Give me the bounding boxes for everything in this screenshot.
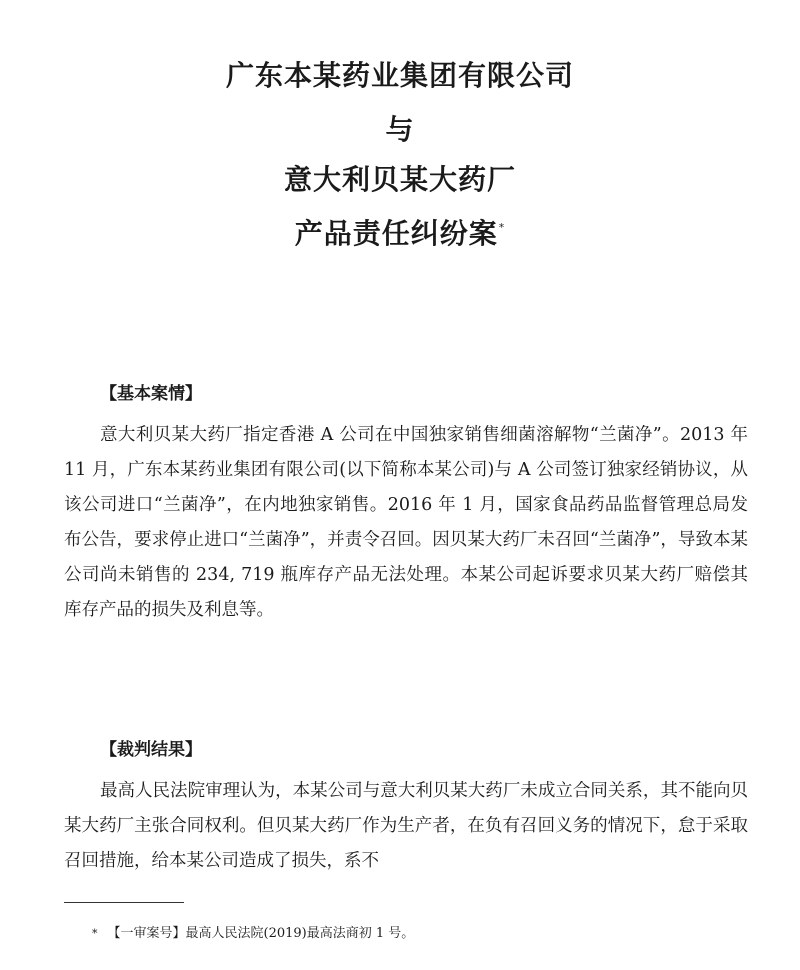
title-line-3: 意大利贝某大药厂 [283,163,516,196]
footnote [92,925,414,943]
footnote-star: * [92,927,98,940]
title-line-2: 与 [385,113,415,146]
title-footnote-mark: * [498,221,506,234]
section-heading-basic-facts: 【基本案情】 [100,384,202,404]
footnote-text: 【一审案号】最高人民法院(2019)最高法商初 1 号。 [107,926,415,941]
title-line-4 [0,217,800,250]
title-line-4-text: 产品责任纠纷案 [294,217,498,250]
paragraph-basic-facts: 意大利贝某大药厂指定香港 A 公司在中国独家销售细菌溶解物“兰菌净”。2013 年 11 月，广东本某药业集团有限公司(以下简称本某公司)与 A 公司签订独家经销协议，从该公司进口“兰菌净”，在内地独家销售。2016 年 1 月，国家食品药品监督管理总局发布公告，要求停止进口“兰菌净”，并责令召回。因贝某大药厂未召回“兰菌净”，导致本某公司尚未销售的 234, 719 瓶库存产品无法处理。本某公司起诉要求贝某大药厂赔偿其库存产品的损失及利息等。 [64,425,748,620]
section-heading-judgment: 【裁判结果】 [100,740,202,760]
footnote-divider [64,902,184,903]
title-line-1: 广东本某药业集团有限公司 [225,59,574,92]
paragraph-judgment: 最高人民法院审理认为，本某公司与意大利贝某大药厂未成立合同关系，其不能向贝某大药厂主张合同权利。但贝某大药厂作为生产者，在负有召回义务的情况下，怠于采取召回措施，给本某公司造成了损失，系不 [64,781,748,871]
